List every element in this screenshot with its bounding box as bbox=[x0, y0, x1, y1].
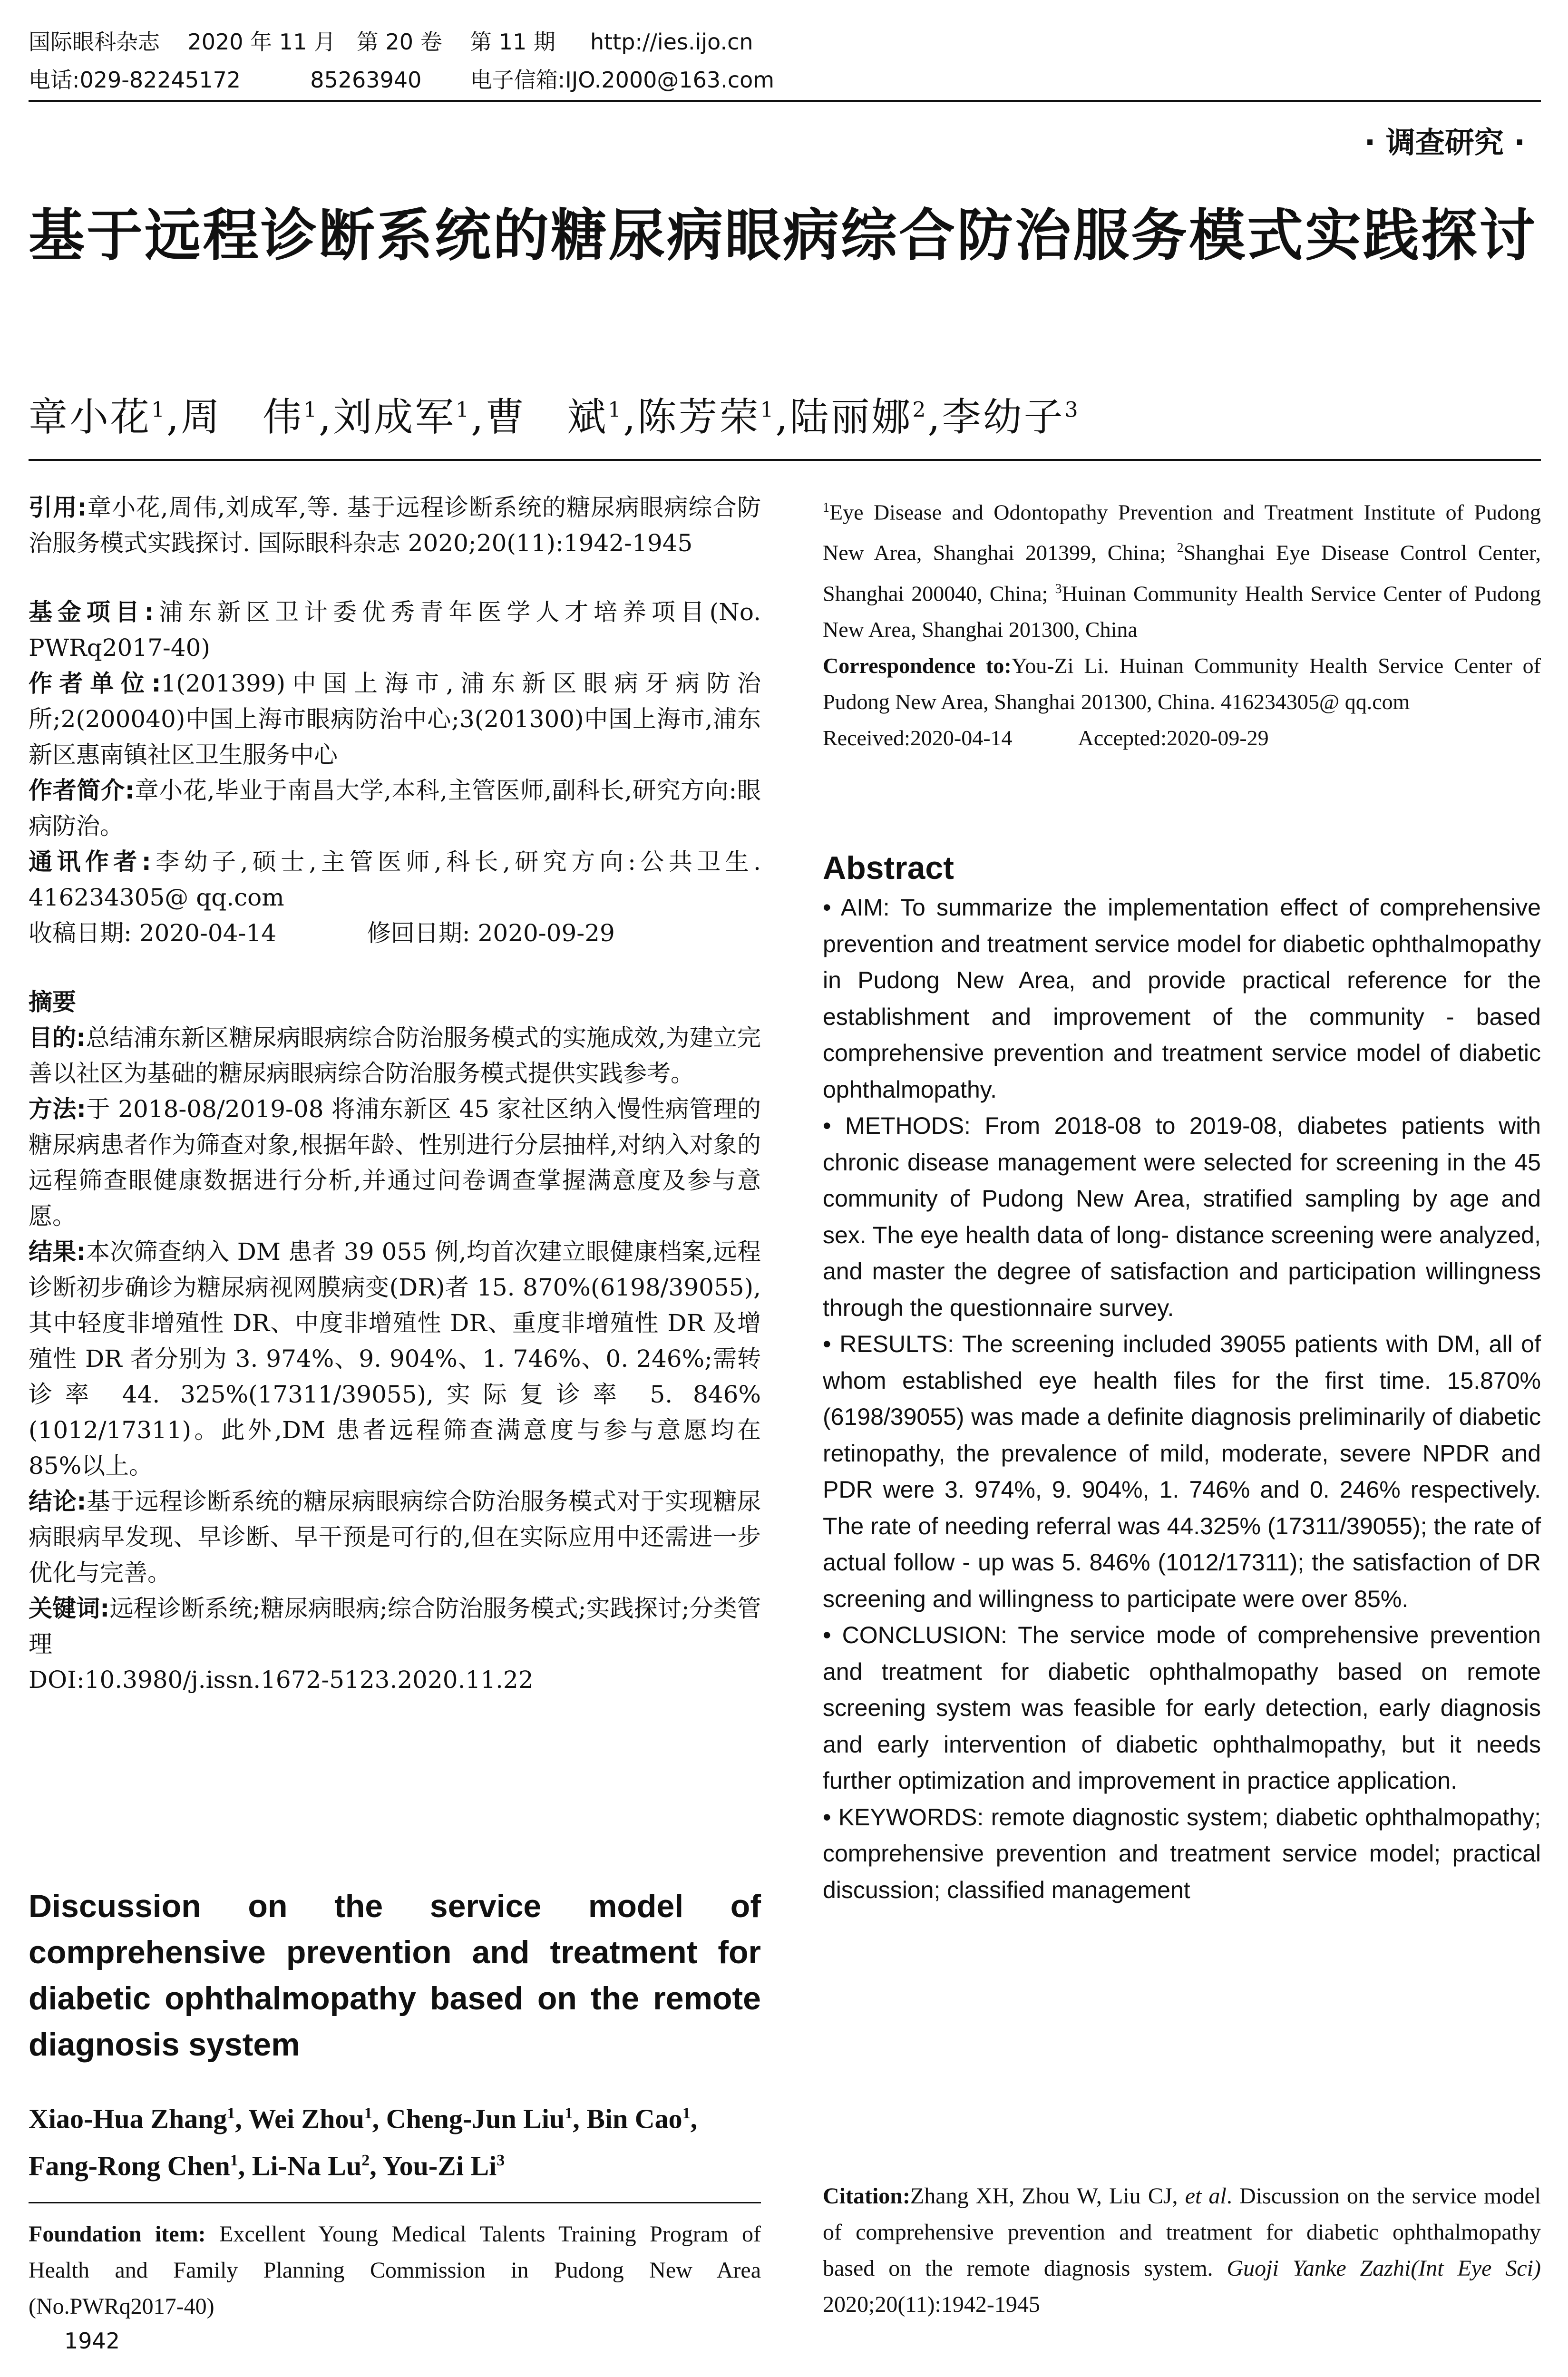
journal-header-line-2: 电话:029-82245172 85263940 电子信箱:IJO.2000@163.com bbox=[29, 67, 775, 93]
affiliations-en bbox=[823, 490, 1541, 756]
header-divider bbox=[29, 100, 1541, 102]
revised-date: 修回日期: 2020-09-29 bbox=[367, 919, 615, 947]
article-title-cn: 基于远程诊断系统的糖尿病眼病综合防治服务模式实践探讨 bbox=[29, 203, 1538, 268]
author-name: 陈芳荣 bbox=[637, 395, 760, 440]
affiliation-mark: 1 bbox=[230, 2152, 238, 2170]
affiliation-mark: 1 bbox=[151, 398, 167, 422]
foundation-en: Foundation item: Excellent Young Medical Talents Training Program of Health and Family Planning Commission in Pudong New Area (No.PWRq2017-40) bbox=[29, 2221, 761, 2319]
author-name: Cheng-Jun Liu bbox=[386, 2103, 565, 2134]
affiliation-mark: 3 bbox=[497, 2152, 505, 2170]
abstract-conclusion: • CONCLUSION: The service mode of comprehensive prevention and treatment for diabetic ophthalmopathy based on remote screening system was feasible for early detection, early diagnosis and early intervention of diabetic ophthalmopathy, but it needs further optimization and improvement in practice application. bbox=[823, 1622, 1541, 1794]
author-list-cn: 章小花$^1$,周 伟$^1$,刘成军$^1$,曹 斌$^1$,陈芳荣$^1$,陆丽娜$^2$,李幼子$^3$ bbox=[29, 395, 1080, 440]
abstract-aim: • AIM: To summarize the implementation effect of comprehensive prevention and treatment service model for diabetic ophthalmopathy in Pudong New Area, and provide practical reference for the establishment and improvement of the community - based comprehensive prevention and treatment service model of diabetic ophthalmopathy. bbox=[823, 894, 1541, 1103]
accepted-date-en: Accepted:2020-09-29 bbox=[1078, 725, 1269, 750]
abstract-keywords: • KEYWORDS: remote diagnostic system; diabetic ophthalmopathy; comprehensive prevention and treatment service model; practical discussion; classified management bbox=[823, 1803, 1541, 1903]
author-name: 曹 斌 bbox=[485, 395, 608, 440]
doi: DOI:10.3980/j.issn.1672-5123.2020.11.22 bbox=[29, 1666, 534, 1694]
affiliation-mark: 1 bbox=[364, 2104, 372, 2122]
author-name: You-Zi Li bbox=[382, 2150, 497, 2182]
abstract-methods: • METHODS: From 2018-08 to 2019-08, diabetes patients with chronic disease management were selected for screening in the 45 community of Pudong New Area, stratified sampling by age and sex. The eye health data of long- distance screening were analyzed, and master the degree of satisfaction and participation willingness through the questionnaire survey. bbox=[823, 1112, 1541, 1321]
citation-en: Citation:Zhang XH, Zhou W, Liu CJ, et al. Discussion on the service model of comprehensive prevention and treatment for diabetic ophthalmopathy based on the remote diagnosis system. Guoji Yanke Zazhi(Int Eye Sci) 2020;20(11):1942-1945 bbox=[823, 2183, 1541, 2317]
affiliation-mark: 1 bbox=[227, 2104, 235, 2122]
journal-header-line-1: 国际眼科杂志 2020 年 11 月 第 20 卷 第 11 期 http://ies.ijo.cn bbox=[29, 29, 753, 55]
author-name: Wei Zhou bbox=[248, 2103, 364, 2134]
affiliation-mark: 1 bbox=[682, 2104, 691, 2122]
author-name: 刘成军 bbox=[333, 395, 456, 440]
abstract-result-cn: 结果:本次筛查纳入 DM 患者 39 055 例,均首次建立眼健康档案,远程诊断初步确诊为糖尿病视网膜病变(DR)者 15. 870%(6198/39055),其中轻度非增殖性 DR、中度非增殖性 DR、重度非增殖性 DR 及增殖性 DR 者分别为 3. 974%、9. 904%、1. 746%、0. 246%;需转诊率 44. 325%(17311/39055),实际复诊率 5. 846%(1012/17311)。此外,DM 患者远程筛查满意度与参与意愿均在 85%以上。 bbox=[29, 1238, 761, 1480]
affiliation-list: $^1$Eye Disease and Odontopathy Prevention and Treatment Institute of Pudong New Area, Shanghai 201399, China; $^2$Shanghai Eye Disease Control Center, Shanghai 200040, China; $^3$Huinan Community Health Service Center of Pudong New Area, Shanghai 201300, China bbox=[823, 500, 1541, 642]
affiliation-mark: 1 bbox=[456, 398, 471, 422]
bio-label: 作者简介: bbox=[29, 777, 135, 804]
abstract-en bbox=[823, 847, 1541, 1908]
received-date-en: Received:2020-04-14 bbox=[823, 725, 1013, 750]
correspondence-label: Correspondence to: bbox=[823, 653, 1012, 678]
affiliation-mark: 2 bbox=[361, 2152, 370, 2170]
article-title-en: Discussion on the service model of comprehensive prevention and treatment for diabetic ophthalmopathy based on the remote diagnosis system bbox=[29, 1888, 761, 2063]
citation-label: 引用: bbox=[29, 494, 87, 521]
title-divider bbox=[29, 459, 1541, 461]
unit-cn: 作者单位:1(201399)中国上海市,浦东新区眼病牙病防治所;2(200040)中国上海市眼病防治中心;3(201300)中国上海市,浦东新区惠南镇社区卫生服务中心 bbox=[29, 670, 761, 769]
abstract-title: Abstract bbox=[823, 850, 954, 886]
abstract-heading-cn: 摘要 bbox=[29, 988, 76, 1016]
affiliation-mark: 1 bbox=[303, 398, 319, 422]
keywords-cn: 关键词:远程诊断系统;糖尿病眼病;综合防治服务模式;实践探讨;分类管理 bbox=[29, 1595, 761, 1658]
journal-name: Guoji Yanke Zazhi(Int Eye Sci) bbox=[1227, 2256, 1541, 2281]
author-name: Fang-Rong Chen bbox=[29, 2150, 230, 2182]
affiliation-mark: 1 bbox=[760, 398, 776, 422]
author-name: 周 伟 bbox=[181, 395, 304, 440]
abstract-aim-cn: 目的:总结浦东新区糖尿病眼病综合防治服务模式的实施成效,为建立完善以社区为基础的糖尿病眼病综合防治服务模式提供实践参考。 bbox=[29, 1024, 761, 1087]
author-list-en: Xiao-Hua Zhang$^1$, Wei Zhou$^1$, Cheng-Jun Liu$^1$, Bin Cao$^1$, Fang-Rong Chen$^1$, Li-Na Lu$^2$, You-Zi Li$^3$ bbox=[29, 2103, 698, 2182]
correspondence-en: Correspondence to:You-Zi Li. Huinan Community Health Service Center of Pudong New Area, Shanghai 201300, China. 416234305@ qq.com bbox=[823, 653, 1541, 714]
received-date: 收稿日期: 2020-04-14 bbox=[29, 919, 277, 947]
fund-label: 基金项目: bbox=[29, 598, 154, 626]
bio-cn: 作者简介:章小花,毕业于南昌大学,本科,主管医师,副科长,研究方向:眼病防治。 bbox=[29, 777, 761, 840]
abstract-results: • RESULTS: The screening included 39055 patients with DM, all of whom established eye health files for the first time. 15.870% (6198/39055) was made a definite diagnosis preliminarily of diabetic retinopathy, the prevalence of mild, moderate, severe NPDR and PDR were 3. 974%, 9. 904%, 1. 746% and 0. 246% respectively. The rate of needing referral was 44.325% (17311/39055); the rate of actual follow - up was 5. 846% (1012/17311); the satisfaction of DR screening and willingness to participate were over 85%. bbox=[823, 1331, 1541, 1612]
dates-cn bbox=[29, 916, 761, 951]
corr-cn: 通讯作者:李幼子,硕士,主管医师,科长,研究方向:公共卫生. 416234305@ qq.com bbox=[29, 848, 761, 911]
author-name: Li-Na Lu bbox=[252, 2150, 362, 2182]
author-name: 李幼子 bbox=[942, 395, 1065, 440]
author-name: Xiao-Hua Zhang bbox=[29, 2103, 227, 2134]
affiliation-mark: 2 bbox=[912, 398, 928, 422]
section-tag: · 调查研究 · bbox=[1364, 125, 1525, 160]
fund-cn: 基金项目:浦东新区卫计委优秀青年医学人才培养项目(No. PWRq2017-40) bbox=[29, 598, 761, 662]
author-divider bbox=[29, 2202, 761, 2203]
affiliation-mark: 1 bbox=[565, 2104, 573, 2122]
abstract-conclusion-cn: 结论:基于远程诊断系统的糖尿病眼病综合防治服务模式对于实现糖尿病眼病早发现、早诊断、早干预是可行的,但在实际应用中还需进一步优化与完善。 bbox=[29, 1488, 761, 1587]
affiliation-mark: 1 bbox=[608, 398, 623, 422]
foundation-label: Foundation item: bbox=[29, 2221, 206, 2247]
author-name: Bin Cao bbox=[586, 2103, 682, 2134]
left-column-cn bbox=[29, 490, 761, 1698]
page-number: 1942 bbox=[64, 2328, 120, 2354]
unit-label: 作者单位: bbox=[29, 670, 161, 697]
dates-en bbox=[823, 720, 1541, 756]
author-name: 章小花 bbox=[29, 395, 152, 440]
citation-cn: 引用:章小花,周伟,刘成军,等. 基于远程诊断系统的糖尿病眼病综合防治服务模式实践探讨. 国际眼科杂志 2020;20(11):1942-1945 bbox=[29, 494, 761, 557]
citation-label-en: Citation: bbox=[823, 2183, 910, 2209]
corr-label: 通讯作者: bbox=[29, 848, 151, 876]
affiliation-mark: 3 bbox=[1064, 398, 1080, 422]
abstract-method-cn: 方法:于 2018-08/2019-08 将浦东新区 45 家社区纳入慢性病管理的糖尿病患者作为筛查对象,根据年龄、性别进行分层抽样,对纳入对象的远程筛查眼健康数据进行分析,并通过问卷调查掌握满意度及参与意愿。 bbox=[29, 1095, 761, 1230]
author-name: 陆丽娜 bbox=[789, 395, 913, 440]
